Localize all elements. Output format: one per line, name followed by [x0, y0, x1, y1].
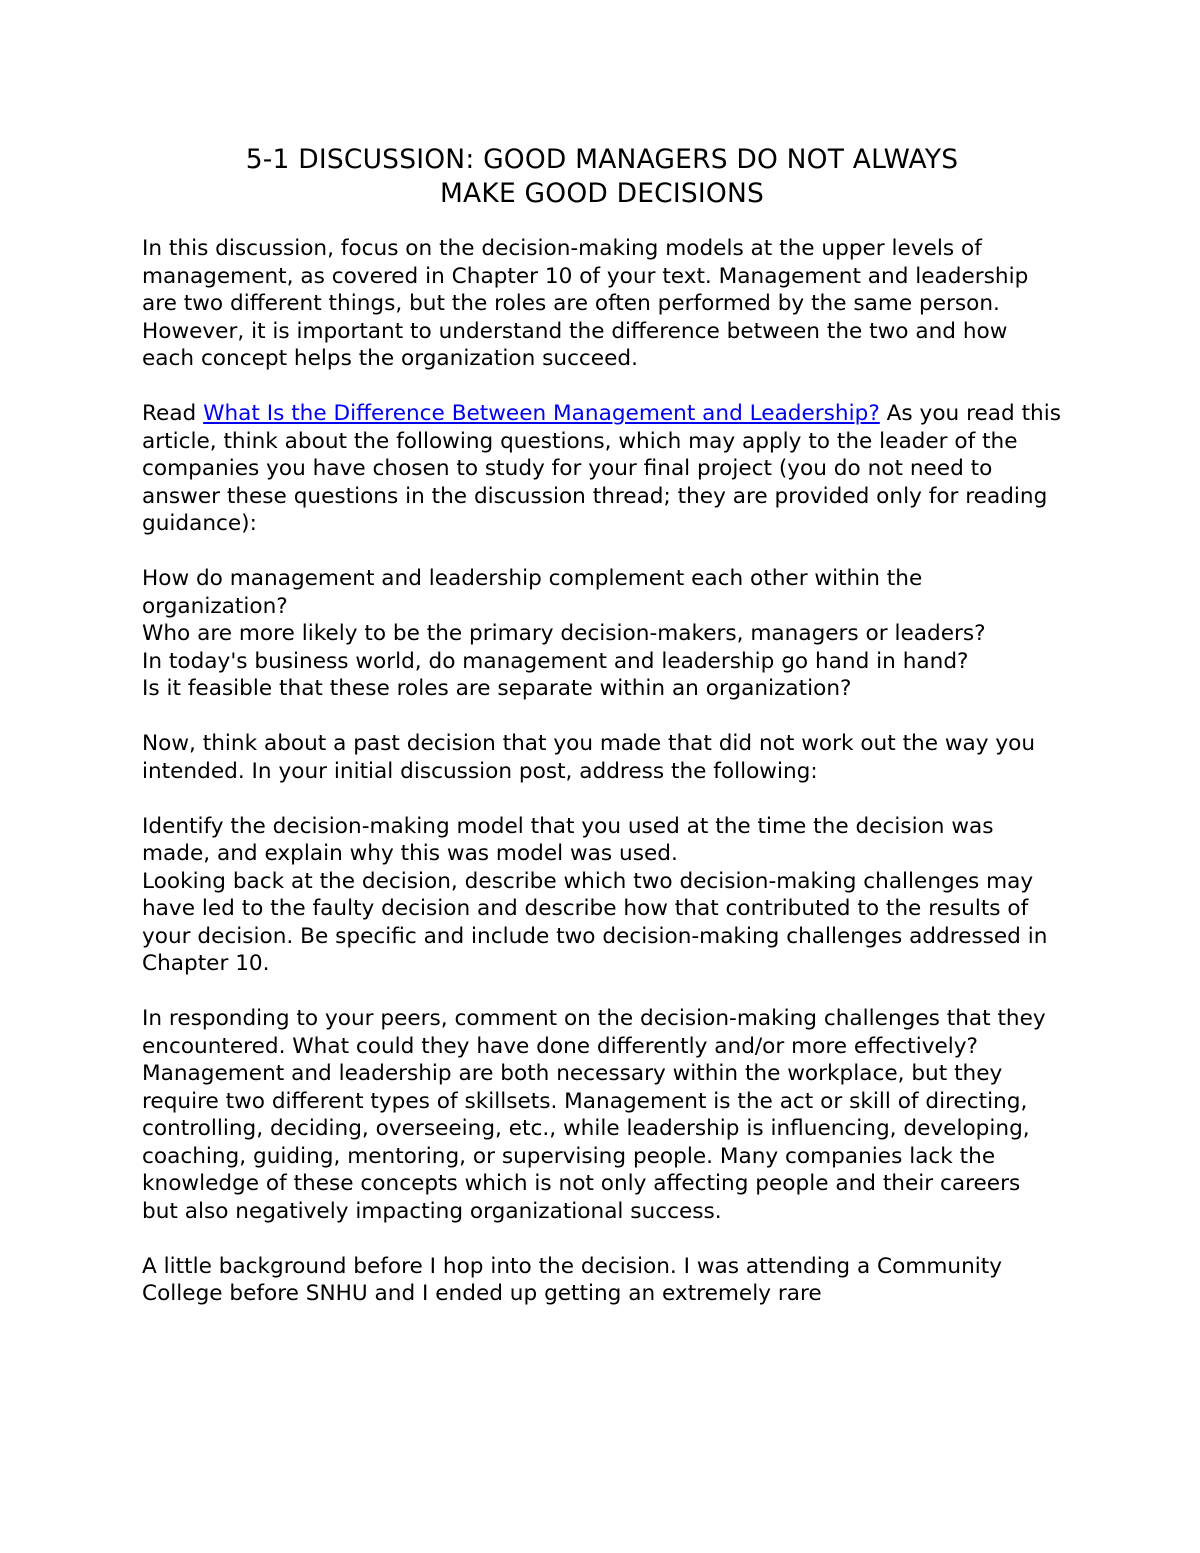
background-paragraph: A little background before I hop into the decision. I was attending a Community College before SNHU and I ended up getting an extremely rare — [142, 1253, 1003, 1306]
intro-paragraph: In this discussion, focus on the decision-making models at the upper levels of management, as covered in Chapter 10 of your text. Management and leadership are two different things, but the roles are often performed by the same person. However, it is important to understand the difference between the two and how each concept helps the organization succeed. — [142, 236, 1029, 371]
title-line-1: 5-1 DISCUSSION: GOOD MANAGERS DO NOT ALWAYS — [245, 144, 959, 175]
read-paragraph — [142, 400, 1062, 538]
article-link[interactable]: What Is the Difference Between Management and Leadership? — [203, 401, 880, 426]
responding-section — [142, 1005, 1062, 1225]
read-prefix: Read — [142, 401, 204, 426]
document-title — [142, 143, 1062, 211]
task-item: Looking back at the decision, describe which two decision-making challenges may have led to the faulty decision and describe how that contributed to the results of your decision. Be specific and include two decision-making challenges addressed in Chapter 10. — [142, 868, 1048, 976]
title-line-2: MAKE GOOD DECISIONS — [439, 178, 765, 209]
now-think-paragraph: Now, think about a past decision that you made that did not work out the way you intended. In your initial discussion post, address the following: — [142, 731, 1036, 784]
task-item: Identify the decision-making model that you used at the time the decision was made, and explain why this was model was used. — [142, 813, 994, 866]
question-item: Who are more likely to be the primary decision-makers, managers or leaders? — [142, 621, 986, 646]
tasks-list — [142, 813, 1062, 978]
responding-prompt: In responding to your peers, comment on the decision-making challenges that they encountered. What could they have done differently and/or more effectively? — [142, 1006, 1046, 1059]
document-page — [142, 143, 1062, 1335]
questions-list — [142, 565, 1062, 703]
question-item: How do management and leadership complement each other within the organization? — [142, 566, 923, 619]
response-paragraph: Management and leadership are both necessary within the workplace, but they require two different types of skillsets. Management is the act or skill of directing, controlling, deciding, overseeing, etc., while leadership is influencing, developing, coaching, guiding, mentoring, or supervising people. Many companies lack the knowledge of these concepts which is not only affecting people and their careers but also negatively impacting organizational success. — [142, 1061, 1030, 1224]
question-item: Is it feasible that these roles are separate within an organization? — [142, 676, 852, 701]
read-suffix: As you read this article, think about the following questions, which may apply to the leader of the companies you have chosen to study for your final project (you do not need to answer these questions in the discussion thread; they are provided only for reading guidance): — [142, 401, 1061, 536]
question-item: In today's business world, do management and leadership go hand in hand? — [142, 648, 969, 674]
